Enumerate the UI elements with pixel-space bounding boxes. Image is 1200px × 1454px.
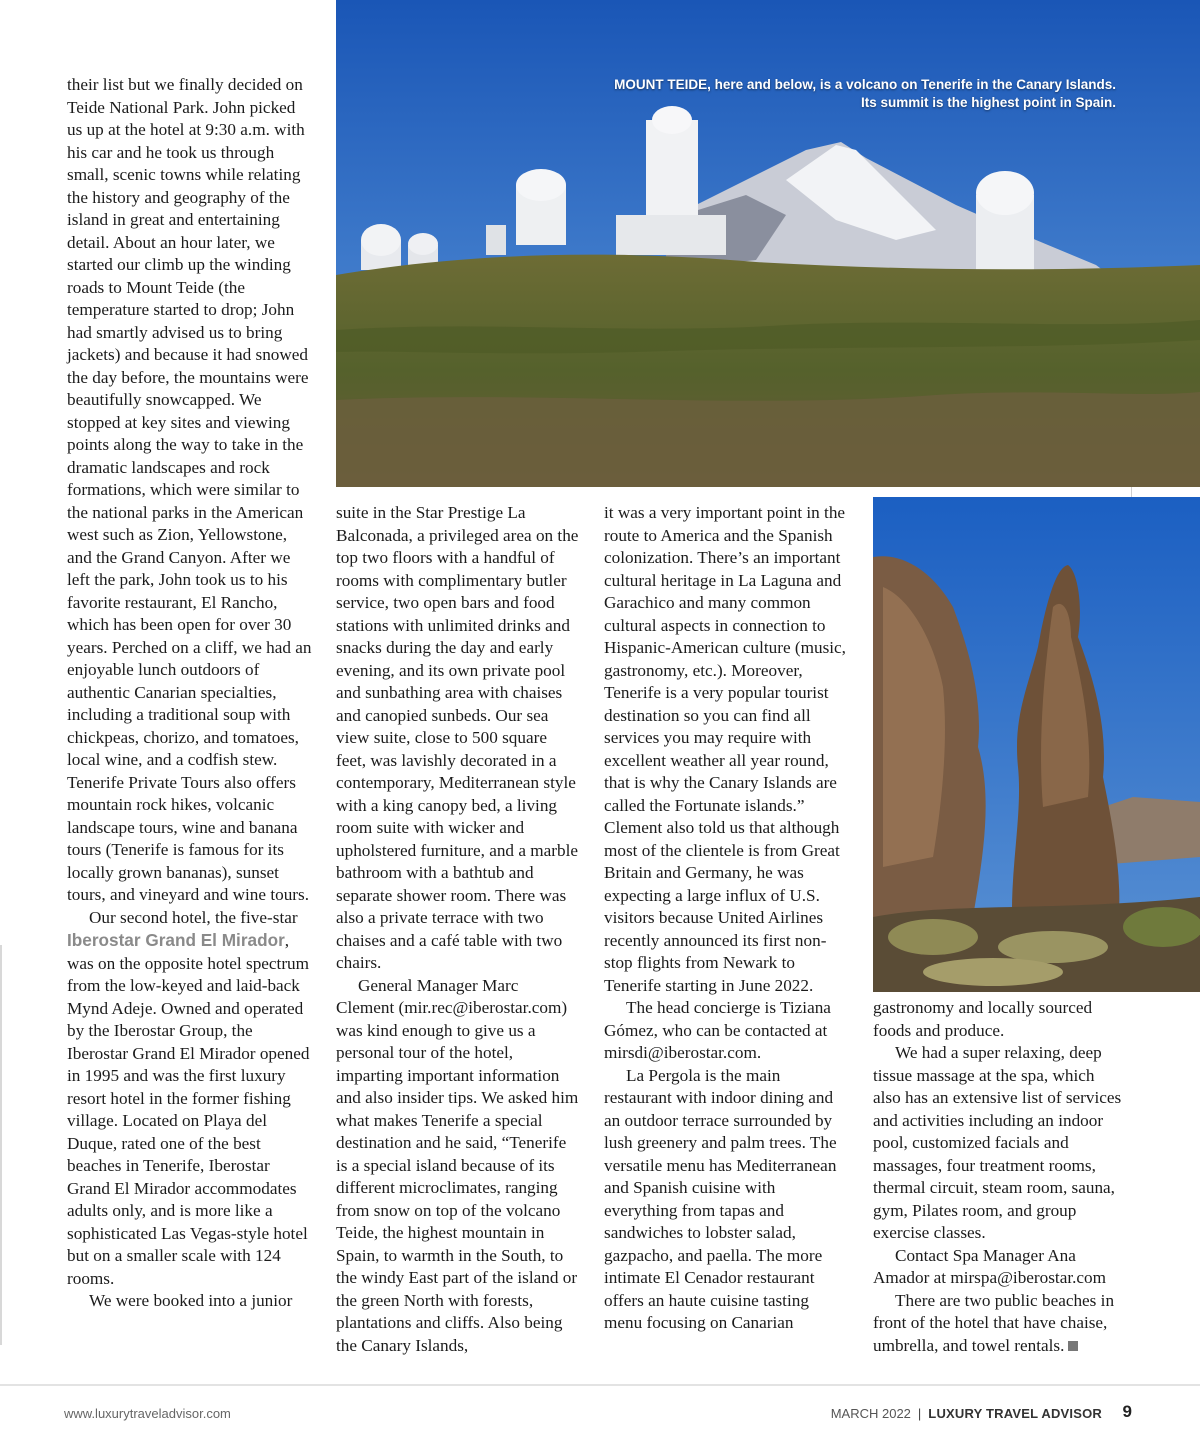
- paragraph-text: , was on the opposite hotel spectrum from the low-keyed and laid-back Mynd Adeje. Owned and operated by the Iberostar Group, the Iberostar Grand El Mirador opened in 1995 and was the first luxury resort hotel in the former fishing village. Located on Playa del Duque, rated one of the best beaches in Tenerife, Iberostar Grand El Mirador accommodates adults only, and is more like a sophisticated Las Vegas-style hotel but on a smaller scale with 124 rooms.: [67, 931, 310, 1288]
- paragraph: We had a super relaxing, deep tissue massage at the spa, which also has an extensive list of services and activities including an indoor pool, customized facials and massages, four treatment rooms, thermal circuit, steam room, sauna, gym, Pilates room, and group exercise classes.: [873, 1043, 1122, 1242]
- footer-rule: [0, 1384, 1200, 1386]
- paragraph: it was a very important point in the route to America and the Spanish colonization. There’s an important cultural heritage in La Laguna and Garachico and many common cultural aspects in connection to Hispanic-American culture (music, gastronomy, etc.). Moreover, Tenerife is a very popular tourist destination so you can find all services you may require with excellent weather all year round, that is why the Canary Islands are called the Fortunate islands.” Clement also told us that although most of the clientele is from Great Britain and Germany, he was expecting a large influx of U.S. visitors because United Airlines recently announced its first non-stop flights from Newark to Tenerife starting in June 2022.: [604, 503, 846, 995]
- hotel-name-highlight: Iberostar Grand El Mirador: [67, 930, 285, 950]
- article-column-4: [873, 997, 1123, 1357]
- paragraph: [873, 1290, 1123, 1358]
- paragraph: [67, 907, 313, 1291]
- paragraph: gastronomy and locally sourced foods and produce.: [873, 998, 1093, 1040]
- paragraph: suite in the Star Prestige La Balconada, a privileged area on the top two floors with a handful of rooms with complimentary butler service, two open bars and food stations with unlimited drinks and snacks during the day and early evening, and its own private pool and sunbathing area with chaises and canopied sunbeds. Our sea view suite, close to 500 square feet, was lavishly decorated in a contemporary, Mediterranean style with a king canopy bed, a living room suite with wicker and upholstered furniture, and a marble bathroom with a bathtub and separate shower room. There was also a private terrace with two chaises and a café table with two chairs.: [336, 503, 579, 972]
- paragraph: Contact Spa Manager Ana Amador at mirspa@iberostar.com: [873, 1245, 1106, 1287]
- paragraph: their list but we finally decided on Teide National Park. John picked us up at the hotel at 9:30 a.m. with his car and he took us through small, scenic towns while relating the history and geography of the island in great and entertaining detail. About an hour later, we started our climb up the winding roads to Mount Teide (the temperature started to drop; John had smartly advised us to bring jackets) and because it had snowed the day before, the mountains were beautifully snowcapped. We stopped at key sites and viewing points along the way to take in the dramatic landscapes and rock formations, which were similar to the national parks in the American west such as Zion, Yellowstone, and the Grand Canyon. After we left the park, John took us to his favorite restaurant, El Rancho, which has been open for over 30 years. Perched on a cliff, we had an enjoyable lunch outdoors of authentic Canarian specialties, including a traditional soup with chickpeas, chorizo, and tomatoes, local wine, and a codfish stew. Tenerife Private Tours also offers mountain rock hikes, volcanic landscape tours, wine and banana tours (Tenerife is famous for its locally grown bananas), sunset tours, and vineyard and wine tours.: [67, 75, 312, 904]
- page-edge-rule: [0, 945, 2, 1345]
- mount-teide-photo: [336, 0, 1200, 487]
- article-column-2: [336, 502, 580, 1357]
- rock-formation-illustration: [873, 497, 1200, 992]
- footer-separator: |: [917, 1406, 922, 1421]
- paragraph-text: Our second hotel, the five-star: [89, 907, 298, 927]
- caption-line-2: Its summit is the highest point in Spain.: [860, 95, 1116, 110]
- caption-line-1: MOUNT TEIDE, here and below, is a volcano on Tenerife in the Canary Islands.: [614, 77, 1116, 92]
- publication-name: LUXURY TRAVEL ADVISOR: [928, 1406, 1102, 1421]
- paragraph: La Pergola is the main restaurant with indoor dining and an outdoor terrace surrounded by lush greenery and palm trees. The versatile menu has Mediterranean and Spanish cuisine with everything from tapas and sandwiches to lobster salad, gazpacho, and paella. The more intimate El Cenador restaurant offers an haute cuisine tasting menu focusing on Canarian: [604, 1065, 837, 1332]
- column-divider: [1131, 487, 1132, 497]
- footer-issue: [831, 1406, 1102, 1421]
- paragraph: We were booked into a junior: [89, 1291, 293, 1310]
- paragraph: The head concierge is Tiziana Gómez, who can be contacted at mirsdi@iberostar.com.: [604, 998, 831, 1062]
- footer-url[interactable]: www.luxurytraveladvisor.com: [64, 1406, 231, 1421]
- rock-formation-photo: [873, 497, 1200, 992]
- photo-caption: [614, 76, 1116, 112]
- paragraph: General Manager Marc Clement (mir.rec@iberostar.com) was kind enough to give us a personal tour of the hotel, imparting important information and also insider tips. We asked him what makes Tenerife a special destination and he said, “Tenerife is a special island because of its different microclimates, ranging from snow on top of the volcano Teide, the highest mountain in Spain, to warmth in the South, to the windy East part of the island or the green North with forests, plantations and cliffs. Also being the Canary Islands,: [336, 975, 579, 1355]
- end-of-article-icon: [1068, 1341, 1078, 1351]
- paragraph-text: There are two public beaches in front of the hotel that have chaise, umbrella, and towel rentals.: [873, 1290, 1115, 1355]
- article-column-3: [604, 502, 850, 1335]
- issue-date: MARCH 2022: [830, 1406, 911, 1421]
- mount-teide-illustration: [336, 0, 1200, 487]
- article-column-1: [67, 74, 313, 1313]
- page-number: 9: [1122, 1402, 1132, 1421]
